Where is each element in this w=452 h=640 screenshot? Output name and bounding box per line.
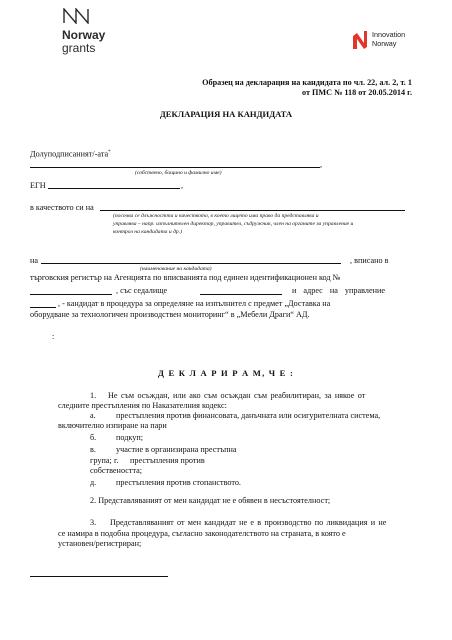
capacity-hint-3: контрол на кандидата и др.) <box>113 229 182 235</box>
page-title: ДЕКЛАРАЦИЯ НА КАНДИДАТА <box>159 109 293 119</box>
innovation-norway-line2: Norway <box>372 39 397 48</box>
undersigned-label <box>30 148 111 160</box>
item-b-mark: б. <box>90 433 97 442</box>
seat-text: , със седалище <box>116 286 168 295</box>
point-1-number: 1. <box>90 391 97 400</box>
item-d-mark: д. <box>90 478 97 487</box>
stray-mark: : <box>52 332 55 341</box>
item-v-text-2: група; <box>90 456 112 465</box>
item-g-text: престъпления против <box>130 456 205 465</box>
ref-line-2: от ПМС № 118 от 20.05.2014 г. <box>301 88 412 97</box>
register-text: търговския регистър на Агенцията по вписванията под единен идентификационен код № <box>30 273 341 282</box>
point-1-text-2: следните престъпления по Наказателния кодекс: <box>58 401 227 410</box>
item-b-text: подкуп; <box>116 433 144 442</box>
company-hint: (наименование на кандидата) <box>140 266 212 272</box>
egn-label: ЕГН <box>30 181 46 190</box>
capacity-hint-1: (посочва се длъжността и качеството, в което лицето има право да представлява и <box>113 213 319 219</box>
innovation-norway-logo <box>352 28 442 52</box>
name-field-line[interactable] <box>30 167 320 168</box>
address-field-line[interactable] <box>30 307 56 308</box>
item-a-mark: а. <box>90 411 96 420</box>
innovation-norway-emblem-icon <box>352 30 368 50</box>
norway-grants-emblem-icon <box>63 8 89 24</box>
egn-field-comma: , <box>181 181 184 190</box>
item-v-mark: в. <box>90 445 96 454</box>
ref-line-1: Образец на декларация на кандидата по чл. 22, ал. 2, т. 1 <box>202 78 412 87</box>
point-3-number: 3. <box>90 518 97 527</box>
item-g-mark: г. <box>114 456 119 465</box>
item-a-text-2: включително изпиране на пари <box>58 421 167 430</box>
item-g-text-2: собствеността; <box>90 466 143 475</box>
of-label: на <box>30 256 39 265</box>
name-field-comma: , <box>320 160 323 169</box>
entered-label: , вписано в <box>350 256 389 265</box>
point-3-text: Представляваният от мен кандидат не е в производство по ликвидация и не <box>110 518 387 527</box>
egn-field-line[interactable] <box>48 188 180 189</box>
eik-field-line[interactable] <box>30 294 112 295</box>
subject-text: , - кандидат в процедура за определяне на изпълнител с предмет „Доставка на <box>58 299 331 308</box>
norway-grants-logo <box>52 8 112 60</box>
address-text: и адрес на управление <box>292 286 385 295</box>
norway-grants-line2: grants <box>62 41 96 55</box>
point-3-text-3: установен/регистриран; <box>58 539 142 548</box>
norway-grants-line1: Norway <box>62 28 106 42</box>
point-1-text: Не съм осъждан, или ако съм осъждан съм реабилитиран, за някое от <box>108 391 366 400</box>
name-hint: (собствено, бащино и фамилно име) <box>135 170 222 176</box>
item-a-text: престъпления против финансовата, данъчната или осигурителната система, <box>116 411 381 420</box>
footnote-separator <box>30 576 168 577</box>
item-v-text: участие в организирана престъпна <box>116 445 237 454</box>
seat-field-line[interactable] <box>200 294 282 295</box>
innovation-norway-line1: Innovation <box>372 30 406 39</box>
undersigned-footnote-mark: * <box>108 150 111 155</box>
item-d-text: престъпления против стопанството. <box>116 478 241 487</box>
declare-heading: Д Е К Л А Р И Р А М, Ч Е : <box>157 368 295 378</box>
capacity-field-line[interactable] <box>100 210 405 211</box>
point-2-text: 2. Представляваният от мен кандидат не е обявен в несъстоятелност; <box>90 496 331 505</box>
capacity-hint-2: управлява – напр. изпълнителен директор, управител, съдружник, член на органите за управление и <box>113 221 354 227</box>
company-field-line[interactable] <box>41 263 341 264</box>
subject-text-2: оборудване за технологичен производствен мониторинг“ в „Мебели Драги“ АД. <box>30 310 310 319</box>
point-3-text-2: се намира в подобна процедура, съгласно законодателството на страната, в която е <box>58 529 346 538</box>
undersigned-label-text: Долуподписаният/-ата <box>30 149 109 159</box>
capacity-label: в качеството си на <box>30 203 94 212</box>
